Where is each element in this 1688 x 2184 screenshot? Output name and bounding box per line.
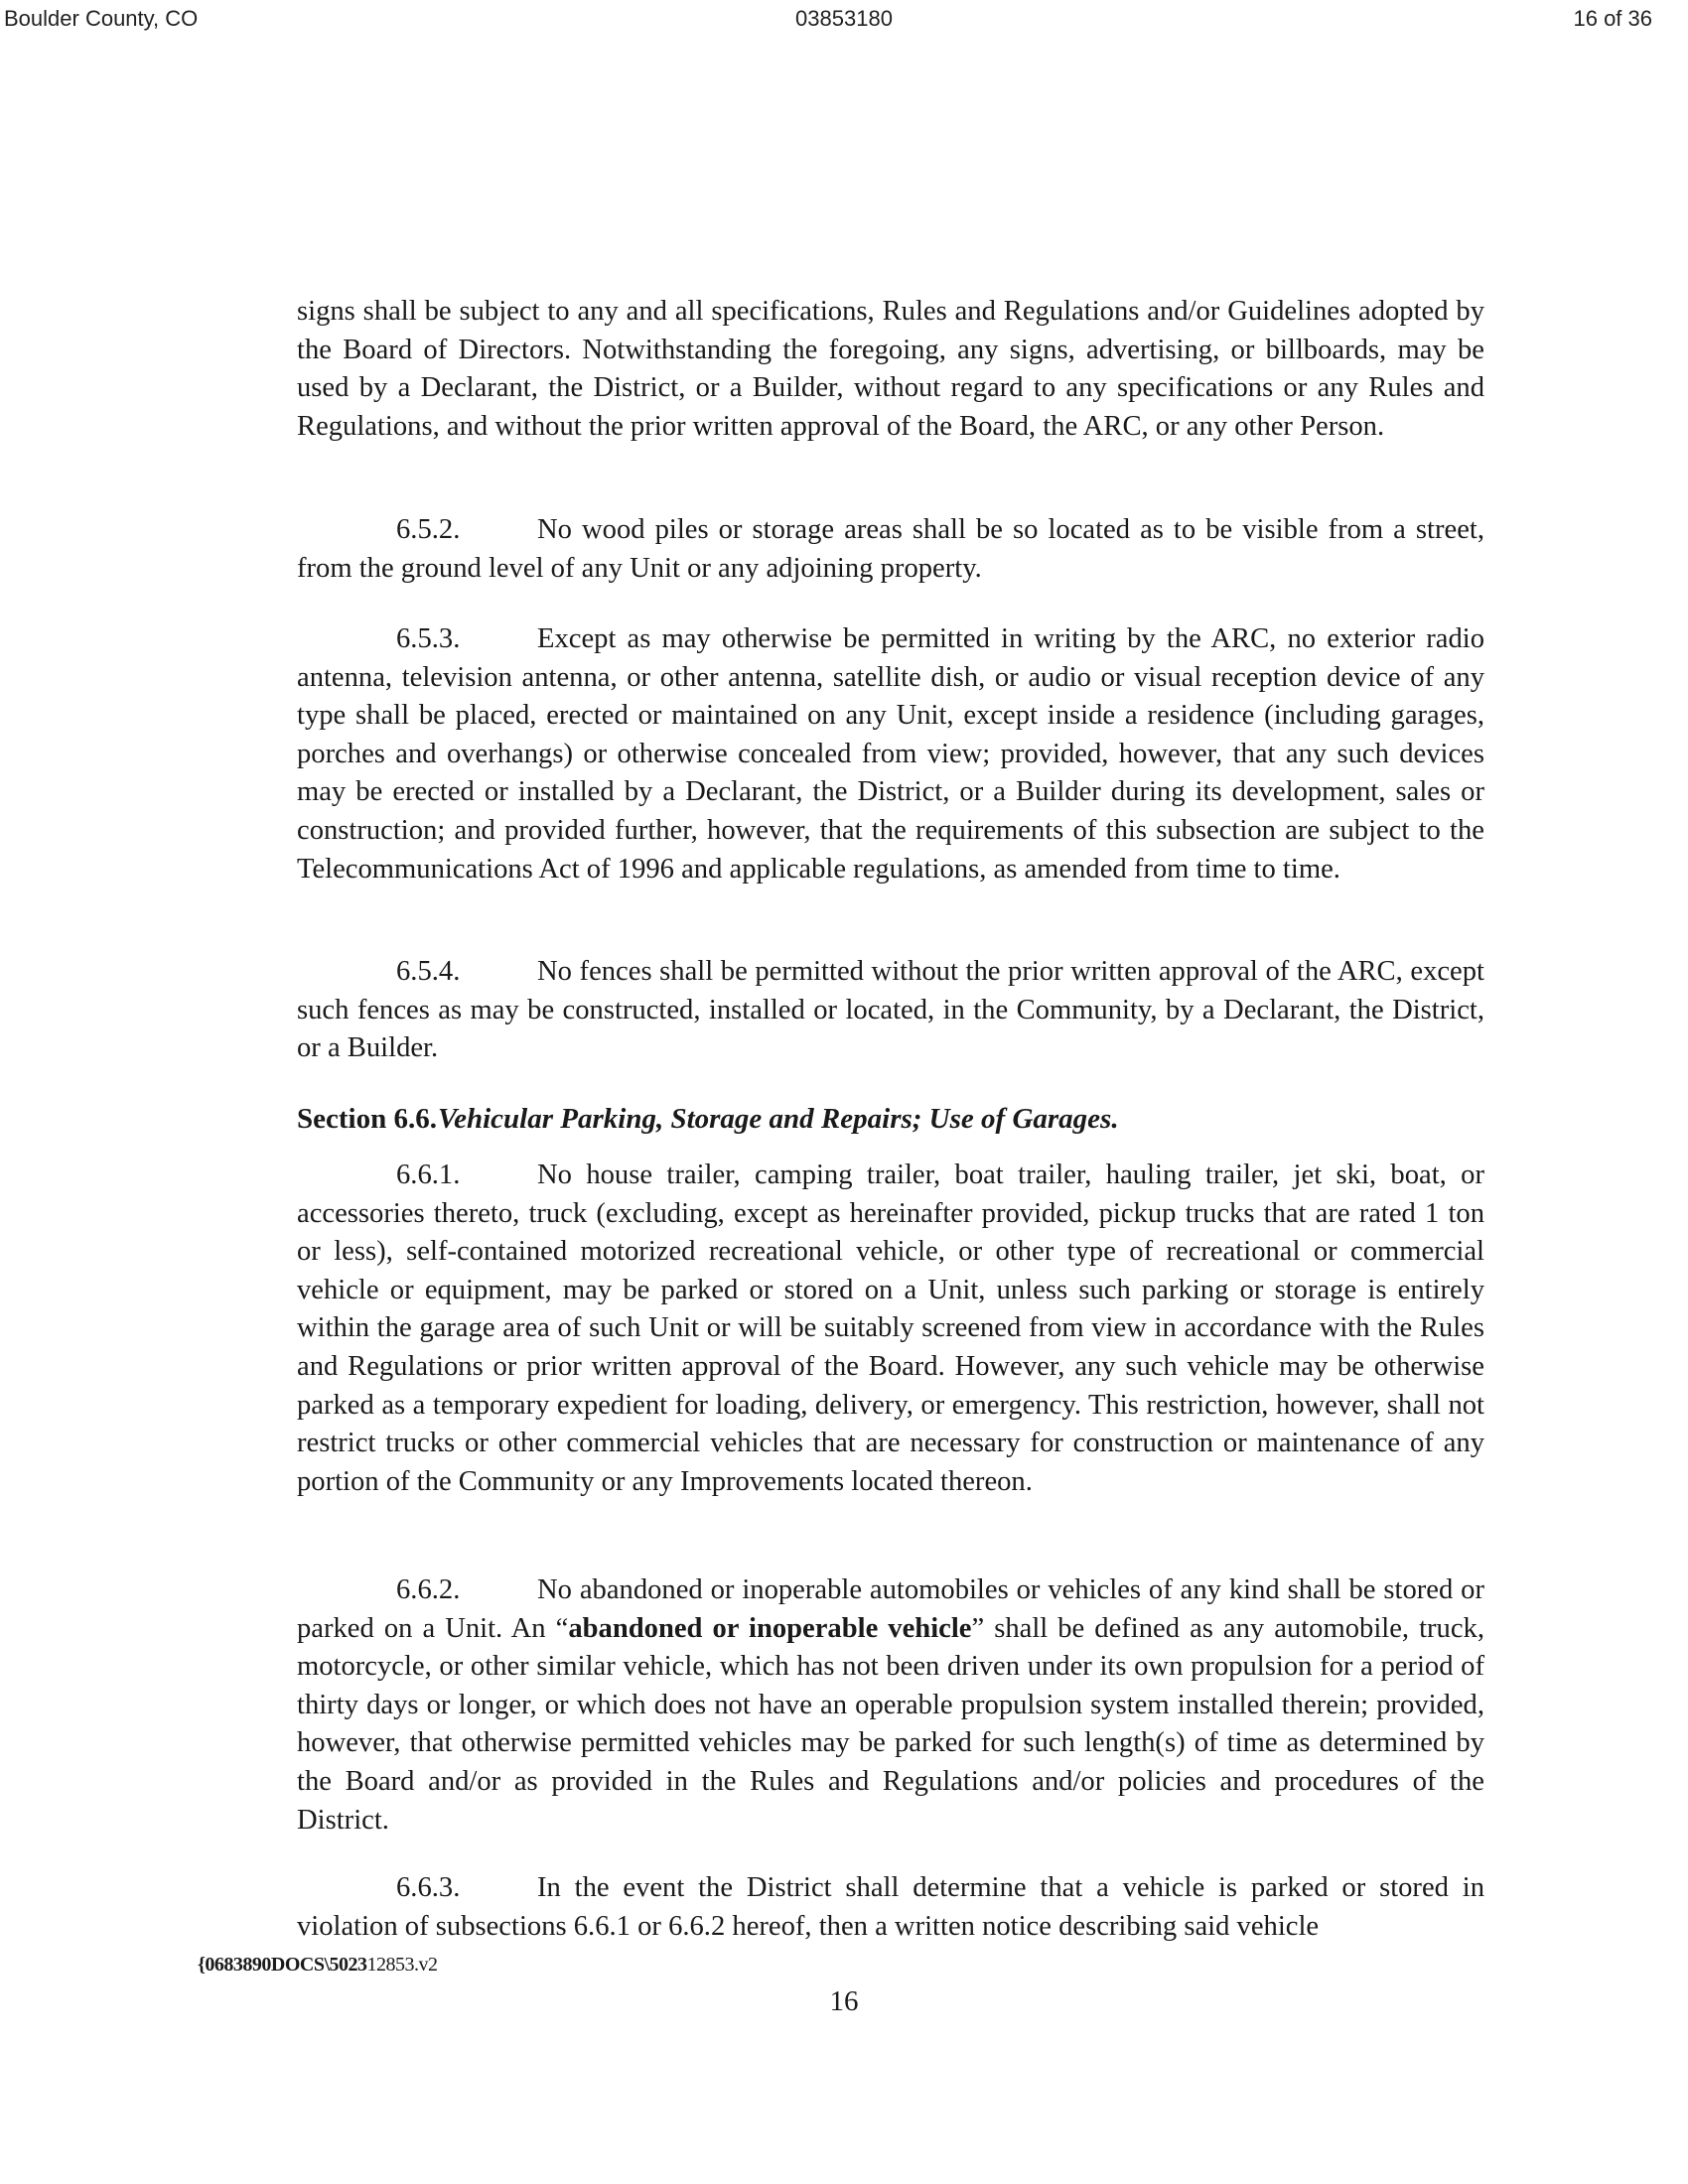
subsection-text: Except as may otherwise be permitted in writing by the ARC, no exterior radio antenna, television antenna, or other antenna, satellite dish, or audio or visual reception device of any type shall be placed, erected or maintained on any Unit, except inside a residence (including garages, porches and overhangs) or otherwise concealed from view; provided, however, that any such devices may be erected or installed by a Declarant, the District, or a Builder during its development, sales or construction; and provided further, however, that the requirements of this subsection are subject to the Telecommunications Act of 1996 and applicable regulations, as amended from time to time. bbox=[297, 623, 1484, 885]
paragraph-6-6-2 bbox=[297, 1571, 1484, 1840]
footer-id-tail: 12853.v2 bbox=[366, 1954, 438, 1976]
paragraph-signs-continued: signs shall be subject to any and all specifications, Rules and Regulations and/or Guidelines adopted by the Board of Directors. Notwithstanding the foregoing, any signs, advertising, or billboards, may be used by a Declarant, the District, or a Builder, without regard to any specifications or any Rules and Regulations, and without the prior written approval of the Board, the ARC, or any other Person. bbox=[297, 296, 1484, 442]
subsection-number: 6.5.3. bbox=[396, 623, 461, 654]
paragraph-6-5-3 bbox=[297, 620, 1484, 888]
subsection-text: No abandoned or inoperable automobiles or vehicles of any kind shall be stored or parked on a Unit. An “ bbox=[297, 1574, 1484, 1644]
defined-term: abandoned or inoperable vehicle bbox=[568, 1612, 972, 1644]
page-number: 16 bbox=[829, 1985, 859, 2017]
subsection-number: 6.6.3. bbox=[396, 1872, 461, 1903]
subsection-number: 6.6.1. bbox=[396, 1160, 461, 1190]
paragraph-6-5-2 bbox=[297, 511, 1484, 588]
subsection-text-continued: ” shall be defined as any automobile, truck, motorcycle, or other similar vehicle, which has not been driven under its own propulsion for a period of thirty days or longer, or which does not have an operable propulsion system installed therein; provided, however, that otherwise permitted vehicles may be parked for such length(s) of time as determined by the Board and/or as provided in the Rules and Regulations and/or policies and procedures of the District. bbox=[297, 1612, 1484, 1836]
footer-document-id bbox=[198, 1954, 438, 1977]
subsection-number: 6.6.2. bbox=[396, 1574, 461, 1605]
paragraph-6-6-3 bbox=[297, 1869, 1484, 1946]
subsection-text: No house trailer, camping trailer, boat trailer, hauling trailer, jet ski, boat, or accessories thereto, truck (excluding, except as hereinafter provided, pickup trucks that are rated 1 ton or less), self-contained motorized recreational vehicle, or other type of recreational or commercial vehicle or equipment, may be parked or stored on a Unit, unless such parking or storage is entirely within the garage area of such Unit or will be suitably screened from view in accordance with the Rules and Regulations or prior written approval of the Board. However, any such vehicle may be otherwise parked as a temporary expedient for loading, delivery, or emergency. This restriction, however, shall not restrict trucks or other commercial vehicles that are necessary for construction or maintenance of any portion of the Community or any Improvements located thereon. bbox=[297, 1160, 1484, 1497]
subsection-text: In the event the District shall determine that a vehicle is parked or stored in violation of subsections 6.6.1 or 6.6.2 hereof, then a written notice describing said vehicle bbox=[297, 1872, 1484, 1942]
section-title: Vehicular Parking, Storage and Repairs; Use of Garages. bbox=[438, 1103, 1119, 1135]
subsection-number: 6.5.2. bbox=[396, 514, 461, 545]
header-page-count: 16 of 36 bbox=[1573, 6, 1652, 31]
section-heading-6-6 bbox=[297, 1100, 1484, 1139]
subsection-text: No fences shall be permitted without the prior written approval of the ARC, except such fences as may be constructed, installed or located, in the Community, by a Declarant, the District, or a Builder. bbox=[297, 956, 1484, 1064]
header-document-number: 03853180 bbox=[795, 6, 893, 31]
subsection-number: 6.5.4. bbox=[396, 956, 461, 987]
section-label: Section 6.6. bbox=[297, 1103, 437, 1135]
subsection-text: No wood piles or storage areas shall be so located as to be visible from a street, from the ground level of any Unit or any adjoining property. bbox=[297, 514, 1484, 584]
paragraph-6-6-1 bbox=[297, 1157, 1484, 1501]
footer-id-overstrike: {0683890DOCS\5023 bbox=[198, 1954, 367, 1976]
header-county: Boulder County, CO bbox=[4, 6, 199, 31]
paragraph-6-5-4 bbox=[297, 953, 1484, 1068]
